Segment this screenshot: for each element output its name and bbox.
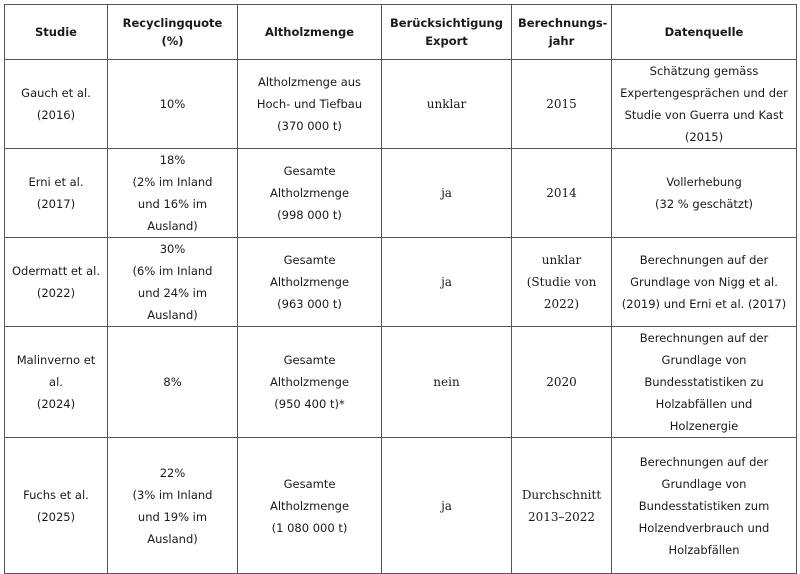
cell-line: Berechnungen auf der [639, 454, 769, 469]
cell-quelle [612, 238, 797, 327]
cell-quelle [612, 60, 797, 149]
header-line: Studie [35, 25, 77, 39]
cell-line: 2013–2022 [527, 509, 596, 524]
cell-quelle [612, 438, 797, 574]
cell-line: Altholzmenge aus [257, 75, 362, 89]
cell-line: Bundesstatistiken zu [644, 375, 764, 389]
cell-jahr [512, 438, 612, 574]
cell-line: (2019) und Erni et al. (2017) [621, 297, 787, 311]
cell-line: Hoch- und Tiefbau [256, 97, 363, 111]
cell-quote [108, 438, 238, 574]
cell-export [382, 149, 512, 238]
table-row [5, 60, 797, 149]
header-line: jahr [548, 34, 575, 48]
header-berechnungsjahr [512, 5, 612, 60]
cell-line: 18% [159, 153, 186, 167]
cell-line: Odermatt et al. [11, 264, 100, 278]
cell-line: Altholzmenge [269, 375, 350, 389]
header-line: Datenquelle [664, 25, 744, 39]
header-line: Altholzmenge [264, 25, 355, 39]
cell-line: Altholzmenge [269, 275, 350, 289]
cell-quote [108, 327, 238, 438]
cell-line: (3% im Inland [132, 487, 213, 502]
cell-line: Grundlage von [661, 476, 747, 491]
table-row [5, 327, 797, 438]
cell-line: Holzendverbrauch und [638, 520, 770, 535]
cell-export [382, 238, 512, 327]
cell-line: Ausland) [147, 531, 198, 546]
cell-jahr [512, 327, 612, 438]
cell-menge [238, 327, 382, 438]
header-line: Berücksichtigung [390, 16, 503, 30]
cell-line: Gesamte [283, 353, 336, 367]
cell-line: 2014 [546, 186, 577, 200]
header-line: (%) [161, 34, 184, 48]
cell-jahr [512, 238, 612, 327]
cell-line: Altholzmenge [269, 498, 350, 513]
cell-line: Holzabfällen [668, 542, 740, 557]
cell-line: und 19% im [137, 509, 208, 524]
cell-line: (2015) [684, 130, 724, 144]
cell-line: Ausland) [147, 308, 198, 322]
cell-studie [5, 438, 108, 574]
cell-line: 2020 [546, 375, 577, 389]
cell-line: Schätzung gemäss [649, 64, 759, 78]
cell-quote [108, 149, 238, 238]
cell-quelle [612, 327, 797, 438]
header-datenquelle [612, 5, 797, 60]
header-altholzmenge [238, 5, 382, 60]
cell-jahr [512, 149, 612, 238]
cell-line: Grundlage von Nigg et al. [630, 275, 778, 289]
cell-line: 10% [159, 97, 186, 111]
cell-line: Holzenergie [669, 419, 739, 433]
cell-jahr [512, 60, 612, 149]
cell-line: (2017) [36, 197, 76, 211]
header-line: Recyclingquote [122, 16, 223, 30]
cell-line: Berechnungen auf der [639, 253, 769, 267]
cell-studie [5, 149, 108, 238]
cell-line: 8% [163, 375, 182, 389]
cell-line: ja [441, 275, 452, 289]
cell-line: (2% im Inland [132, 175, 213, 189]
cell-line: (370 000 t) [277, 119, 342, 133]
header-export [382, 5, 512, 60]
cell-line: nein [433, 375, 460, 389]
cell-line: (6% im Inland [132, 264, 213, 278]
cell-studie [5, 60, 108, 149]
cell-line: Ausland) [147, 219, 198, 233]
cell-line: (2025) [36, 509, 76, 524]
cell-studie [5, 327, 108, 438]
header-studie [5, 5, 108, 60]
cell-line: Fuchs et al. [23, 487, 89, 502]
cell-menge [238, 238, 382, 327]
header-line: Berechnungs- [518, 16, 608, 30]
cell-export [382, 60, 512, 149]
altholz-recycling-table [4, 4, 797, 574]
cell-line: (2016) [36, 108, 76, 122]
cell-line: ja [441, 186, 452, 200]
cell-line: Gesamte [283, 476, 336, 491]
cell-line: Bundesstatistiken zum [638, 498, 770, 513]
table-row [5, 438, 797, 574]
cell-line: 2015 [546, 97, 577, 111]
cell-export [382, 327, 512, 438]
cell-line: Studie von Guerra und Kast [624, 108, 784, 122]
cell-line: (Studie von [526, 275, 597, 289]
cell-line: ja [441, 498, 452, 513]
cell-line: (963 000 t) [277, 297, 342, 311]
cell-line: Vollerhebung [666, 175, 742, 189]
cell-line: Berechnungen auf der [639, 331, 769, 345]
cell-line: (950 400 t)* [274, 397, 345, 411]
cell-line: und 16% im [137, 197, 208, 211]
cell-line: Holzabfällen und [655, 397, 753, 411]
cell-menge [238, 149, 382, 238]
header-row [5, 5, 797, 60]
cell-quote [108, 60, 238, 149]
cell-line: unklar [541, 253, 582, 267]
cell-line: und 24% im [137, 286, 208, 300]
header-recyclingquote [108, 5, 238, 60]
cell-line: Gesamte [283, 164, 336, 178]
cell-line: unklar [426, 97, 467, 111]
cell-menge [238, 438, 382, 574]
table-row [5, 238, 797, 327]
cell-line: (32 % geschätzt) [655, 197, 753, 211]
cell-line: Malinverno et al. [16, 353, 96, 389]
cell-line: 30% [159, 242, 186, 256]
cell-menge [238, 60, 382, 149]
cell-export [382, 438, 512, 574]
cell-line: (998 000 t) [277, 208, 342, 222]
cell-line: Gauch et al. [21, 86, 91, 100]
table-row [5, 149, 797, 238]
cell-line: Gesamte [283, 253, 336, 267]
cell-line: (2024) [36, 397, 76, 411]
cell-line: Erni et al. [28, 175, 84, 189]
cell-line: Expertengesprächen und der [620, 86, 788, 100]
cell-studie [5, 238, 108, 327]
cell-line: (1 080 000 t) [271, 520, 348, 535]
cell-line: 2022) [543, 297, 580, 311]
header-line: Export [425, 34, 468, 48]
cell-line: Altholzmenge [269, 186, 350, 200]
cell-line: (2022) [36, 286, 76, 300]
cell-line: Grundlage von [661, 353, 747, 367]
cell-quelle [612, 149, 797, 238]
cell-line: Durchschnitt [521, 487, 602, 502]
cell-quote [108, 238, 238, 327]
cell-line: 22% [159, 465, 186, 480]
